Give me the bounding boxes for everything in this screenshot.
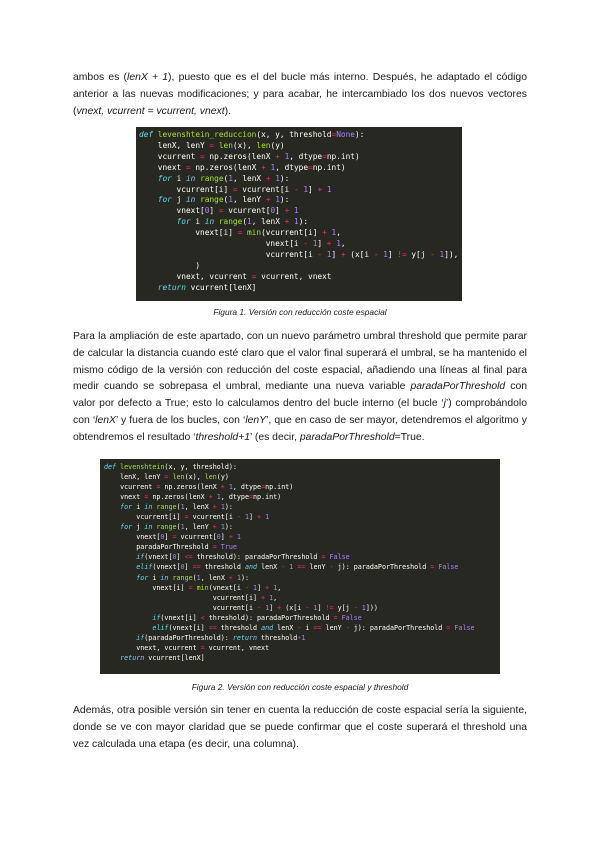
figure-caption-1: Figura 1. Versión con reducción coste espacial (213, 307, 387, 317)
code-line: for j in range(1, lenY + 1): (120, 523, 233, 532)
code-line: def levenshtein_reduccion(x, y, threshold=None): (139, 130, 365, 139)
code-block-reduccion (136, 127, 462, 301)
code-line: for i in range(1, lenX + 1): (120, 503, 233, 512)
code-line: vcurrent = np.zeros(lenX + 1, dtype=np.int) (139, 151, 360, 161)
code-line: for i in range(1, lenX + 1): (136, 573, 250, 582)
code-line: paradaPorThreshold = True (104, 543, 237, 552)
code-line: for j in range(1, lenY + 1): (157, 195, 290, 205)
code-line: vnext, vcurrent = vcurrent, vnext (139, 271, 332, 281)
paragraph-intro: ambos es (lenX + 1), puesto que es el del bucle más interno. Después, he adaptado el código anterior a las nuevas modificaciones; y para acabar, he intercambiado los dos nuevos vectores (vnext, vcurrent = vcurrent, vnext). (73, 72, 527, 117)
code-line: if(vnext[i] < threshold): paradaPorThreshold = False (152, 613, 362, 622)
code-line: return vcurrent[lenX] (157, 282, 257, 292)
code-line: vnext = np.zeros(lenX + 1, dtype=np.int) (139, 162, 346, 172)
paragraph-conclusion: Además, otra posible versión sin tener en cuenta la reducción de coste espacial sería la siguiente, donde se ve con mayor claridad que se puede confirmar que el coste superará el threshold una vez calculada una etapa (es decir, una columna). (73, 705, 527, 750)
code-line: vcurrent[i] = vcurrent[i - 1] + 1 (139, 184, 332, 194)
code-line: return vcurrent[lenX] (120, 653, 205, 662)
code-line: vnext[0] = vcurrent[0] + 1 (104, 533, 241, 542)
code-line: vcurrent[i] = vcurrent[i - 1] + 1 (104, 513, 270, 522)
code-line: vcurrent = np.zeros(lenX + 1, dtype=np.int) (104, 483, 294, 492)
paragraph-threshold: Para la ampliación de este apartado, con un nuevo parámetro umbral threshold que permite parar de calcular la distancia cuando esté claro que el valor final superará el umbral, se ha mantenido el mismo código de la versión con reducción del coste espacial, añadiendo una líneas al final para medir cuando se sobrepasa el umbral, mediante una nueva variable paradaPorThreshold con valor por defecto a True; esto lo calculamos dentro del bucle interno (el bucle ‘j’) comprobándolo con ‘lenX’ y fuera de los bucles, con ‘lenY’, que en caso de ser mayor, detendremos el algoritmo y obtendremos el resultado ‘threshold+1’ (es decir, paradaPorThreshold=True. (73, 331, 528, 443)
code-line: vnext[i - 1] + 1, (139, 239, 346, 249)
code-line: elif(vnext[0] == threshold and lenX - 1 == lenY - j): paradaPorThreshold = False (136, 563, 459, 572)
figure-caption-2: Figura 2. Versión con reducción coste espacial y threshold (191, 682, 409, 692)
code-line: vcurrent[i - 1] + (x[i - 1] != y[j - 1]), (139, 249, 459, 259)
code-line: lenX, lenY = len(x), len(y) (104, 473, 229, 482)
code-line: elif(vnext[i] == threshold and lenX - i == lenY - j): paradaPorThreshold = False (152, 623, 475, 632)
code-line: vnext[i] = min(vcurrent[i] + 1, (139, 228, 341, 238)
code-line: vnext[i] = min(vnext[i - 1] + 1, (104, 583, 282, 592)
code-line: def levenshtein(x, y, threshold): (104, 463, 237, 471)
code-line: for i in range(1, lenX + 1): (176, 217, 309, 227)
code-line: vnext = np.zeros(lenX + 1, dtype=np.int) (104, 493, 282, 502)
code-line: vnext, vcurrent = vcurrent, vnext (104, 643, 270, 652)
code-block-threshold (100, 459, 500, 674)
code-line: if(paradaPorThreshold): return threshold+1 (136, 633, 306, 642)
code-line: ) (139, 260, 201, 270)
code-line: vcurrent[i] + 1, (104, 593, 278, 602)
code-line: lenX, lenY = len(x), len(y) (139, 140, 285, 150)
code-line: vcurrent[i - 1] + (x[i - 1] != y[j - 1])) (104, 603, 378, 612)
code-line: for i in range(1, lenX + 1): (157, 173, 290, 183)
code-line: if(vnext[0] <= threshold): paradaPorThreshold = False (136, 553, 350, 562)
code-line: vnext[0] = vcurrent[0] + 1 (139, 206, 299, 216)
